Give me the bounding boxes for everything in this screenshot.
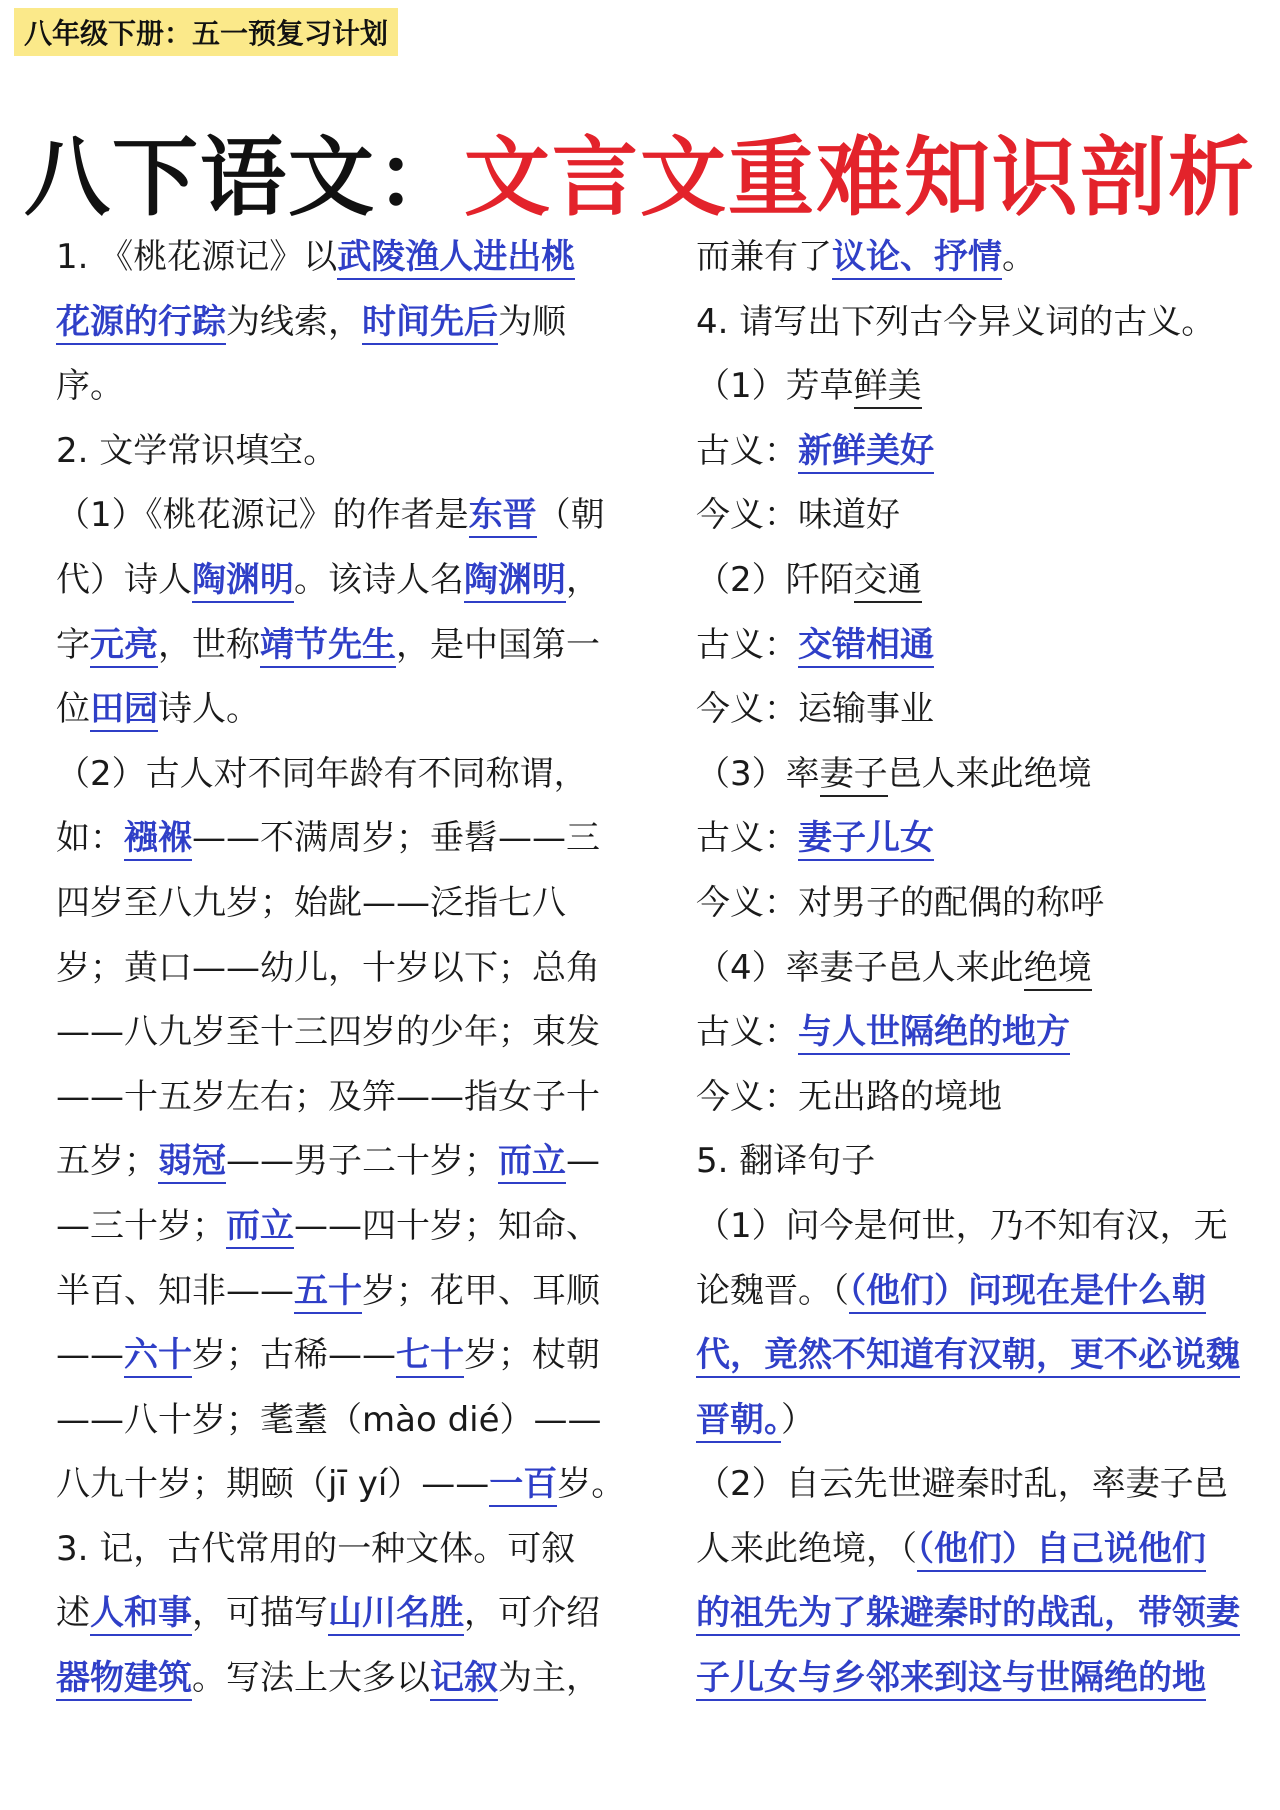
- text-line: [696, 1388, 1266, 1453]
- text-line: [696, 1517, 1266, 1582]
- body-text: 岁。: [557, 1464, 626, 1505]
- body-text: 五岁；: [56, 1141, 158, 1182]
- body-text: （2）阡陌: [696, 559, 854, 600]
- body-text: ——八九岁至十三四岁的少年；束发: [56, 1012, 600, 1053]
- title-subject: 八下语文：: [24, 127, 464, 228]
- body-text: （3）率: [696, 753, 820, 794]
- answer-text: 五十: [294, 1271, 362, 1314]
- body-text: 岁；古稀——: [192, 1335, 396, 1376]
- answer-text: 而立: [226, 1206, 294, 1249]
- body-text: 古义：: [696, 818, 798, 859]
- body-text: （4）率妻子邑人来此: [696, 947, 1024, 988]
- body-text: ——八十岁；耄耋（mào dié）——: [56, 1399, 602, 1440]
- body-text: ）: [781, 1399, 815, 1440]
- text-line: [56, 1323, 626, 1388]
- left-column: [56, 225, 626, 1711]
- answer-text: 代，竟然不知道有汉朝，更不必说魏: [696, 1335, 1240, 1378]
- text-line: [696, 1000, 1266, 1065]
- body-text: 序。: [56, 366, 124, 407]
- body-text: ，是中国第一: [396, 624, 600, 665]
- answer-text: 花源的行踪: [56, 302, 226, 345]
- answer-text: （他们）问现在是什么朝: [849, 1271, 1206, 1314]
- page-title: [0, 108, 1280, 232]
- text-line: [56, 483, 626, 548]
- body-text: （1）《桃花源记》的作者是: [56, 495, 469, 536]
- answer-text: 东晋: [469, 495, 537, 538]
- body-text: ——四十岁；知命、: [294, 1205, 600, 1246]
- underlined-term: 鲜美: [854, 366, 922, 409]
- body-text: ，可介绍: [464, 1593, 600, 1634]
- body-text: 5. 翻译句子: [696, 1141, 876, 1182]
- body-text: 位: [56, 689, 90, 730]
- body-text: 半百、知非——: [56, 1270, 294, 1311]
- body-text: ，: [566, 559, 600, 600]
- body-text: 3. 记，古代常用的一种文体。可叙: [56, 1528, 576, 1569]
- body-text: 代）诗人: [56, 559, 192, 600]
- body-text: 岁；黄口——幼儿，十岁以下；总角: [56, 947, 600, 988]
- text-line: [56, 225, 626, 290]
- answer-text: 田园: [90, 689, 158, 732]
- underlined-term: 绝境: [1024, 948, 1092, 991]
- text-line: [696, 806, 1266, 871]
- body-text: 如：: [56, 818, 124, 859]
- body-text: 。该诗人名: [294, 559, 464, 600]
- answer-text: 靖节先生: [260, 625, 396, 668]
- text-line: [696, 419, 1266, 484]
- answer-text: 而立: [498, 1141, 566, 1184]
- body-text: 字: [56, 624, 90, 665]
- title-topic: 文言文重难知识剖析: [464, 127, 1256, 228]
- body-text: 述: [56, 1593, 90, 1634]
- body-text: 。: [1002, 237, 1036, 277]
- body-text: 岁；花甲、耳顺: [362, 1270, 600, 1311]
- body-text: （2）古人对不同年龄有不同称谓，: [56, 753, 588, 794]
- text-line: [56, 1194, 626, 1259]
- text-line: [696, 1581, 1266, 1646]
- text-line: [696, 225, 1266, 290]
- body-text: ——: [56, 1335, 124, 1376]
- text-line: [696, 677, 1266, 742]
- text-line: [56, 742, 626, 807]
- body-text: 古义：: [696, 430, 798, 471]
- answer-text: 六十: [124, 1335, 192, 1378]
- body-text: 。写法上大多以: [192, 1658, 430, 1699]
- text-line: [696, 871, 1266, 936]
- body-text: 1. 《桃花源记》以: [56, 237, 338, 277]
- body-text: 邑人来此绝境: [887, 753, 1092, 794]
- body-text: ——男子二十岁；: [226, 1141, 498, 1182]
- body-text: ——十五岁左右；及笄——指女子十: [56, 1076, 600, 1117]
- text-line: [696, 1065, 1266, 1130]
- text-line: [56, 677, 626, 742]
- text-line: [56, 1000, 626, 1065]
- text-line: [696, 1646, 1266, 1711]
- body-text: （1）问今是何世，乃不知有汉，无: [696, 1205, 1228, 1246]
- body-text: 今义：无出路的境地: [696, 1076, 1002, 1117]
- text-line: [56, 290, 626, 355]
- text-line: [696, 1259, 1266, 1324]
- text-line: [696, 936, 1266, 1001]
- body-text: 古义：: [696, 624, 798, 665]
- series-tag: 八年级下册：五一预复习计划: [14, 8, 398, 56]
- text-line: [696, 1452, 1266, 1517]
- body-text: 今义：运输事业: [696, 689, 934, 730]
- body-text: 古义：: [696, 1012, 798, 1053]
- body-text: 论魏晋。（: [696, 1270, 849, 1311]
- text-line: [56, 806, 626, 871]
- text-line: [56, 354, 626, 419]
- body-text: 为主，: [498, 1658, 600, 1699]
- answer-text: 一百: [489, 1464, 557, 1507]
- body-text: 岁；杖朝: [464, 1335, 600, 1376]
- answer-text: （他们）自己说他们: [917, 1529, 1206, 1572]
- text-line: [56, 1646, 626, 1711]
- text-line: [56, 1259, 626, 1324]
- text-line: [56, 1129, 626, 1194]
- body-text: 为顺: [498, 301, 566, 342]
- text-line: [56, 936, 626, 1001]
- text-line: [696, 1194, 1266, 1259]
- text-line: [696, 483, 1266, 548]
- answer-text: 元亮: [90, 625, 158, 668]
- answer-text: 妻子儿女: [798, 818, 934, 861]
- body-text: 为线索，: [226, 301, 362, 342]
- body-text: 人来此绝境，（: [696, 1528, 917, 1569]
- body-text: ，世称: [158, 624, 260, 665]
- body-text: 八九十岁；期颐（jī yí）——: [56, 1464, 490, 1505]
- body-text: 今义：对男子的配偶的称呼: [696, 882, 1104, 923]
- text-line: [696, 613, 1266, 678]
- body-text: （朝: [536, 495, 605, 536]
- text-line: [56, 419, 626, 484]
- underlined-term: 交通: [854, 560, 922, 603]
- body-text: （2）自云先世避秦时乱，率妻子邑: [696, 1464, 1228, 1505]
- text-line: [696, 1323, 1266, 1388]
- text-line: [696, 290, 1266, 355]
- answer-text: 议论、抒情: [832, 237, 1002, 280]
- answer-text: 时间先后: [362, 302, 498, 345]
- answer-text: 交错相通: [798, 625, 934, 668]
- answer-text: 与人世隔绝的地方: [798, 1012, 1070, 1055]
- body-text: 四岁至八九岁；始龀——泛指七八: [56, 882, 566, 923]
- text-line: [696, 548, 1266, 613]
- answer-text: 的祖先为了躲避秦时的战乱，带领妻: [696, 1593, 1240, 1636]
- body-text: ——不满周岁；垂髫——三: [192, 818, 600, 859]
- answer-text: 记叙: [430, 1658, 498, 1701]
- text-line: [56, 1065, 626, 1130]
- text-line: [56, 1388, 626, 1453]
- answer-text: 子儿女与乡邻来到这与世隔绝的地: [696, 1658, 1206, 1701]
- answer-text: 陶渊明: [464, 560, 566, 603]
- body-text: （1）芳草: [696, 366, 854, 407]
- body-text: 2. 文学常识填空。: [56, 430, 338, 471]
- body-text: 4. 请写出下列古今异义词的古义。: [696, 301, 1216, 342]
- underlined-term: 妻子: [820, 754, 888, 797]
- text-line: [696, 742, 1266, 807]
- text-line: [696, 1129, 1266, 1194]
- answer-text: 人和事: [90, 1593, 192, 1636]
- answer-text: 晋朝。: [696, 1400, 781, 1443]
- answer-text: 襁褓: [124, 818, 192, 861]
- answer-text: 器物建筑: [56, 1658, 192, 1701]
- text-line: [56, 871, 626, 936]
- text-line: [56, 1581, 626, 1646]
- body-text: 而兼有了: [696, 237, 832, 277]
- body-text: —三十岁；: [56, 1205, 226, 1246]
- text-line: [56, 613, 626, 678]
- body-text: —: [566, 1141, 600, 1182]
- text-line: [56, 1452, 626, 1517]
- answer-text: 山川名胜: [328, 1593, 464, 1636]
- text-line: [696, 354, 1266, 419]
- right-column: [696, 225, 1266, 1711]
- answer-text: 新鲜美好: [798, 431, 934, 474]
- text-line: [56, 1517, 626, 1582]
- text-line: [56, 548, 626, 613]
- body-text: 今义：味道好: [696, 495, 900, 536]
- body-text: 诗人。: [158, 689, 260, 730]
- answer-text: 武陵渔人进出桃: [337, 237, 575, 280]
- answer-text: 弱冠: [158, 1141, 226, 1184]
- answer-text: 陶渊明: [192, 560, 294, 603]
- answer-text: 七十: [396, 1335, 464, 1378]
- body-text: ，可描写: [192, 1593, 328, 1634]
